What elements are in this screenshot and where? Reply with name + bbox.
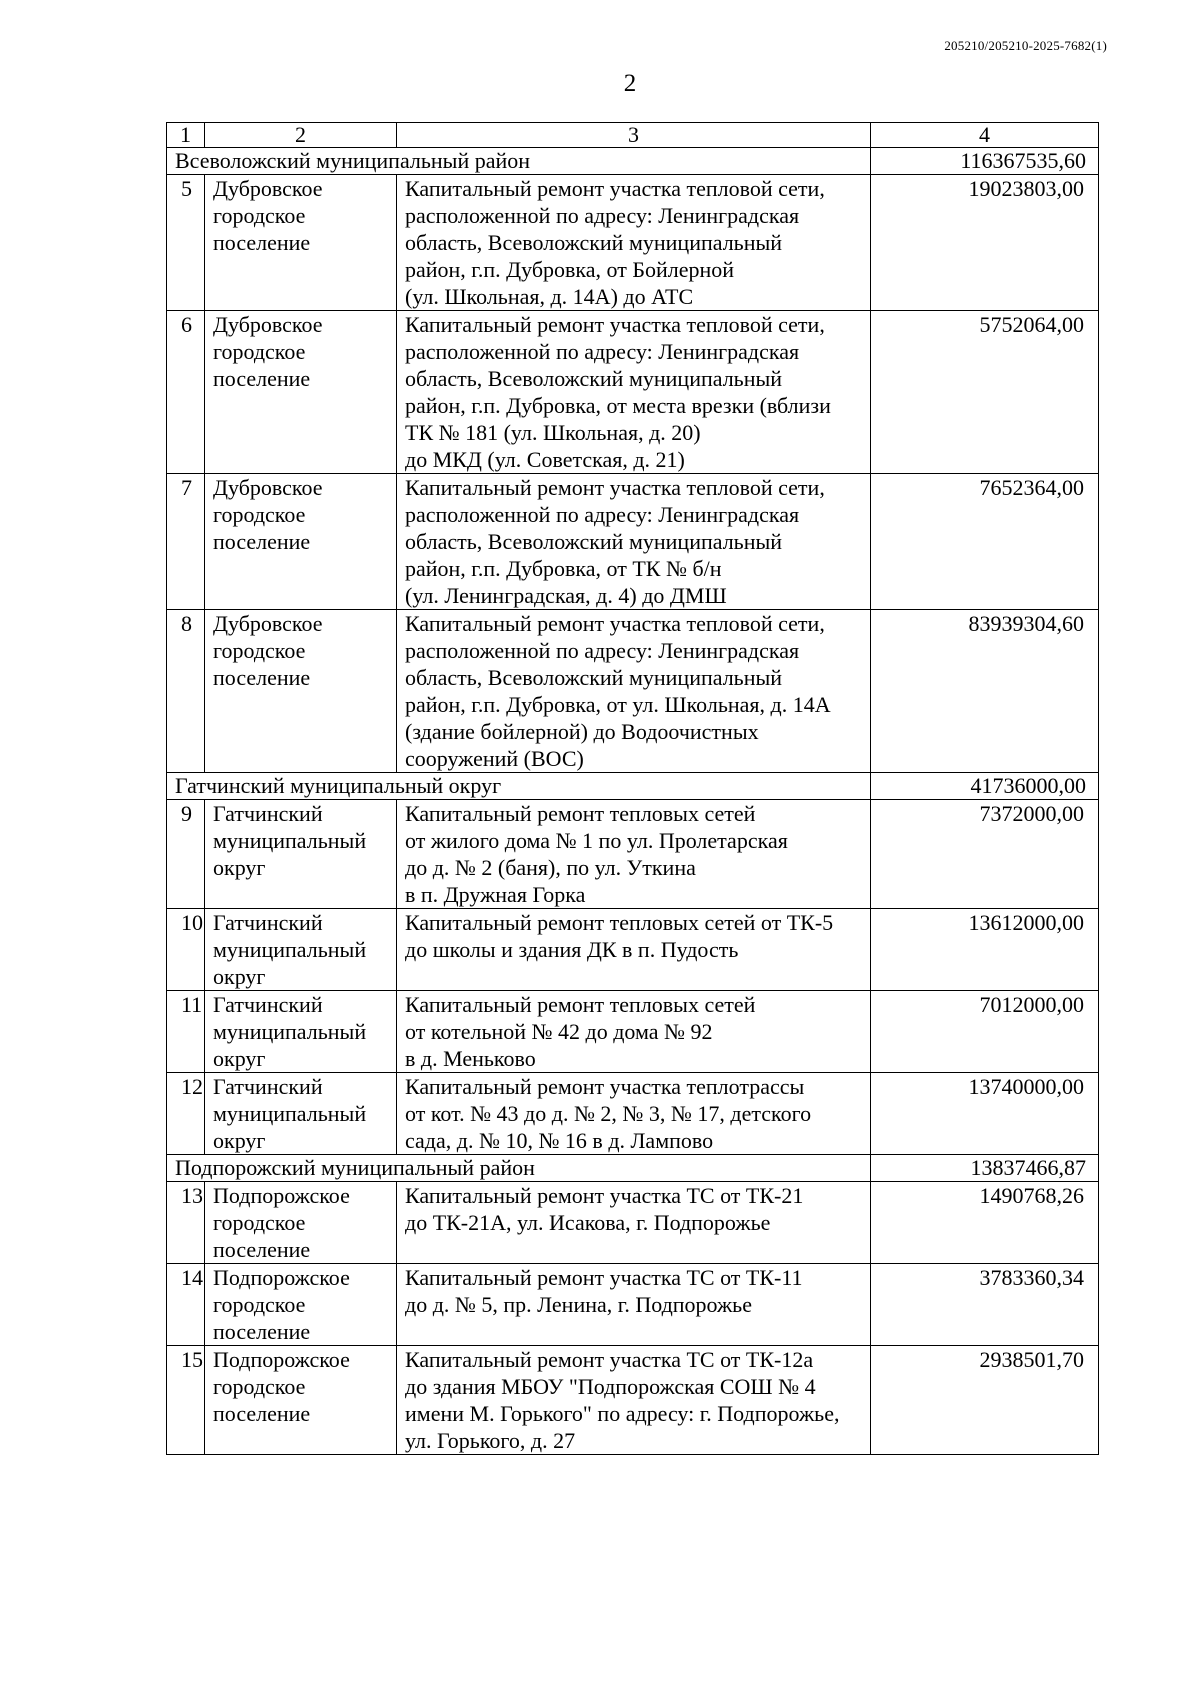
row-number: 14	[167, 1264, 205, 1346]
row-amount: 1490768,26	[871, 1182, 1099, 1264]
table-row	[167, 175, 1099, 311]
row-description: Капитальный ремонт тепловых сетей от жилого дома № 1 по ул. Пролетарская до д. № 2 (баня), по ул. Уткина в п. Дружная Горка	[397, 800, 871, 909]
row-number: 10	[167, 909, 205, 991]
section-total: 13837466,87	[871, 1155, 1099, 1182]
row-amount: 3783360,34	[871, 1264, 1099, 1346]
row-amount: 19023803,00	[871, 175, 1099, 311]
row-description: Капитальный ремонт участка ТС от ТК-11 до д. № 5, пр. Ленина, г. Подпорожье	[397, 1264, 871, 1346]
column-header: 3	[397, 123, 871, 148]
works-table	[166, 122, 1099, 1455]
table-row	[167, 909, 1099, 991]
column-header: 2	[205, 123, 397, 148]
row-entity: Подпорожское городское поселение	[205, 1346, 397, 1455]
page-number: 2	[623, 70, 637, 97]
row-number: 13	[167, 1182, 205, 1264]
section-row	[167, 1155, 1099, 1182]
table-row	[167, 991, 1099, 1073]
row-entity: Гатчинский муниципальный округ	[205, 1073, 397, 1155]
table-row	[167, 1346, 1099, 1455]
section-name: Всеволожский муниципальный район	[167, 148, 871, 175]
document-id: 205210/205210-2025-7682(1)	[944, 38, 1107, 53]
row-amount: 7012000,00	[871, 991, 1099, 1073]
row-amount: 5752064,00	[871, 311, 1099, 474]
row-number: 12	[167, 1073, 205, 1155]
section-name: Гатчинский муниципальный округ	[167, 773, 871, 800]
section-row	[167, 773, 1099, 800]
row-number: 11	[167, 991, 205, 1073]
row-description: Капитальный ремонт участка теплотрассы от кот. № 43 до д. № 2, № 3, № 17, детского сада, д. № 10, № 16 в д. Лампово	[397, 1073, 871, 1155]
section-total: 116367535,60	[871, 148, 1099, 175]
row-amount: 7372000,00	[871, 800, 1099, 909]
row-entity: Подпорожское городское поселение	[205, 1182, 397, 1264]
table-row	[167, 800, 1099, 909]
row-number: 15	[167, 1346, 205, 1455]
row-number: 6	[167, 311, 205, 474]
row-amount: 7652364,00	[871, 474, 1099, 610]
row-entity: Дубровское городское поселение	[205, 175, 397, 311]
table-row	[167, 311, 1099, 474]
row-description: Капитальный ремонт участка тепловой сети, расположенной по адресу: Ленинградская область, Всеволожский муниципальный район, г.п. Дубровка, от ТК № б/н (ул. Ленинградская, д. 4) до ДМШ	[397, 474, 871, 610]
row-description: Капитальный ремонт участка тепловой сети, расположенной по адресу: Ленинградская область, Всеволожский муниципальный район, г.п. Дубровка, от Бойлерной (ул. Школьная, д. 14А) до АТС	[397, 175, 871, 311]
row-entity: Дубровское городское поселение	[205, 311, 397, 474]
section-row	[167, 148, 1099, 175]
row-amount: 13612000,00	[871, 909, 1099, 991]
row-entity: Гатчинский муниципальный округ	[205, 991, 397, 1073]
row-number: 9	[167, 800, 205, 909]
row-description: Капитальный ремонт участка ТС от ТК-21 до ТК-21А, ул. Исакова, г. Подпорожье	[397, 1182, 871, 1264]
row-amount: 2938501,70	[871, 1346, 1099, 1455]
row-description: Капитальный ремонт тепловых сетей от ТК-5 до школы и здания ДК в п. Пудость	[397, 909, 871, 991]
row-amount: 83939304,60	[871, 610, 1099, 773]
table-row	[167, 474, 1099, 610]
row-entity: Дубровское городское поселение	[205, 474, 397, 610]
row-number: 8	[167, 610, 205, 773]
row-description: Капитальный ремонт участка ТС от ТК-12а до здания МБОУ "Подпорожская СОШ № 4 имени М. Горького" по адресу: г. Подпорожье, ул. Горького, д. 27	[397, 1346, 871, 1455]
row-entity: Подпорожское городское поселение	[205, 1264, 397, 1346]
row-entity: Дубровское городское поселение	[205, 610, 397, 773]
row-description: Капитальный ремонт участка тепловой сети, расположенной по адресу: Ленинградская область, Всеволожский муниципальный район, г.п. Дубровка, от места врезки (вблизи ТК № 181 (ул. Школьная, д. 20) до МКД (ул. Советская, д. 21)	[397, 311, 871, 474]
row-number: 5	[167, 175, 205, 311]
column-header: 4	[871, 123, 1099, 148]
section-total: 41736000,00	[871, 773, 1099, 800]
table-row	[167, 610, 1099, 773]
column-header: 1	[167, 123, 205, 148]
table-row	[167, 1264, 1099, 1346]
table-row	[167, 1182, 1099, 1264]
row-entity: Гатчинский муниципальный округ	[205, 800, 397, 909]
table-header-row	[167, 123, 1099, 148]
row-description: Капитальный ремонт участка тепловой сети, расположенной по адресу: Ленинградская область, Всеволожский муниципальный район, г.п. Дубровка, от ул. Школьная, д. 14А (здание бойлерной) до Водоочистных сооружений (ВОС)	[397, 610, 871, 773]
row-number: 7	[167, 474, 205, 610]
row-amount: 13740000,00	[871, 1073, 1099, 1155]
table-row	[167, 1073, 1099, 1155]
row-description: Капитальный ремонт тепловых сетей от котельной № 42 до дома № 92 в д. Меньково	[397, 991, 871, 1073]
row-entity: Гатчинский муниципальный округ	[205, 909, 397, 991]
section-name: Подпорожский муниципальный район	[167, 1155, 871, 1182]
